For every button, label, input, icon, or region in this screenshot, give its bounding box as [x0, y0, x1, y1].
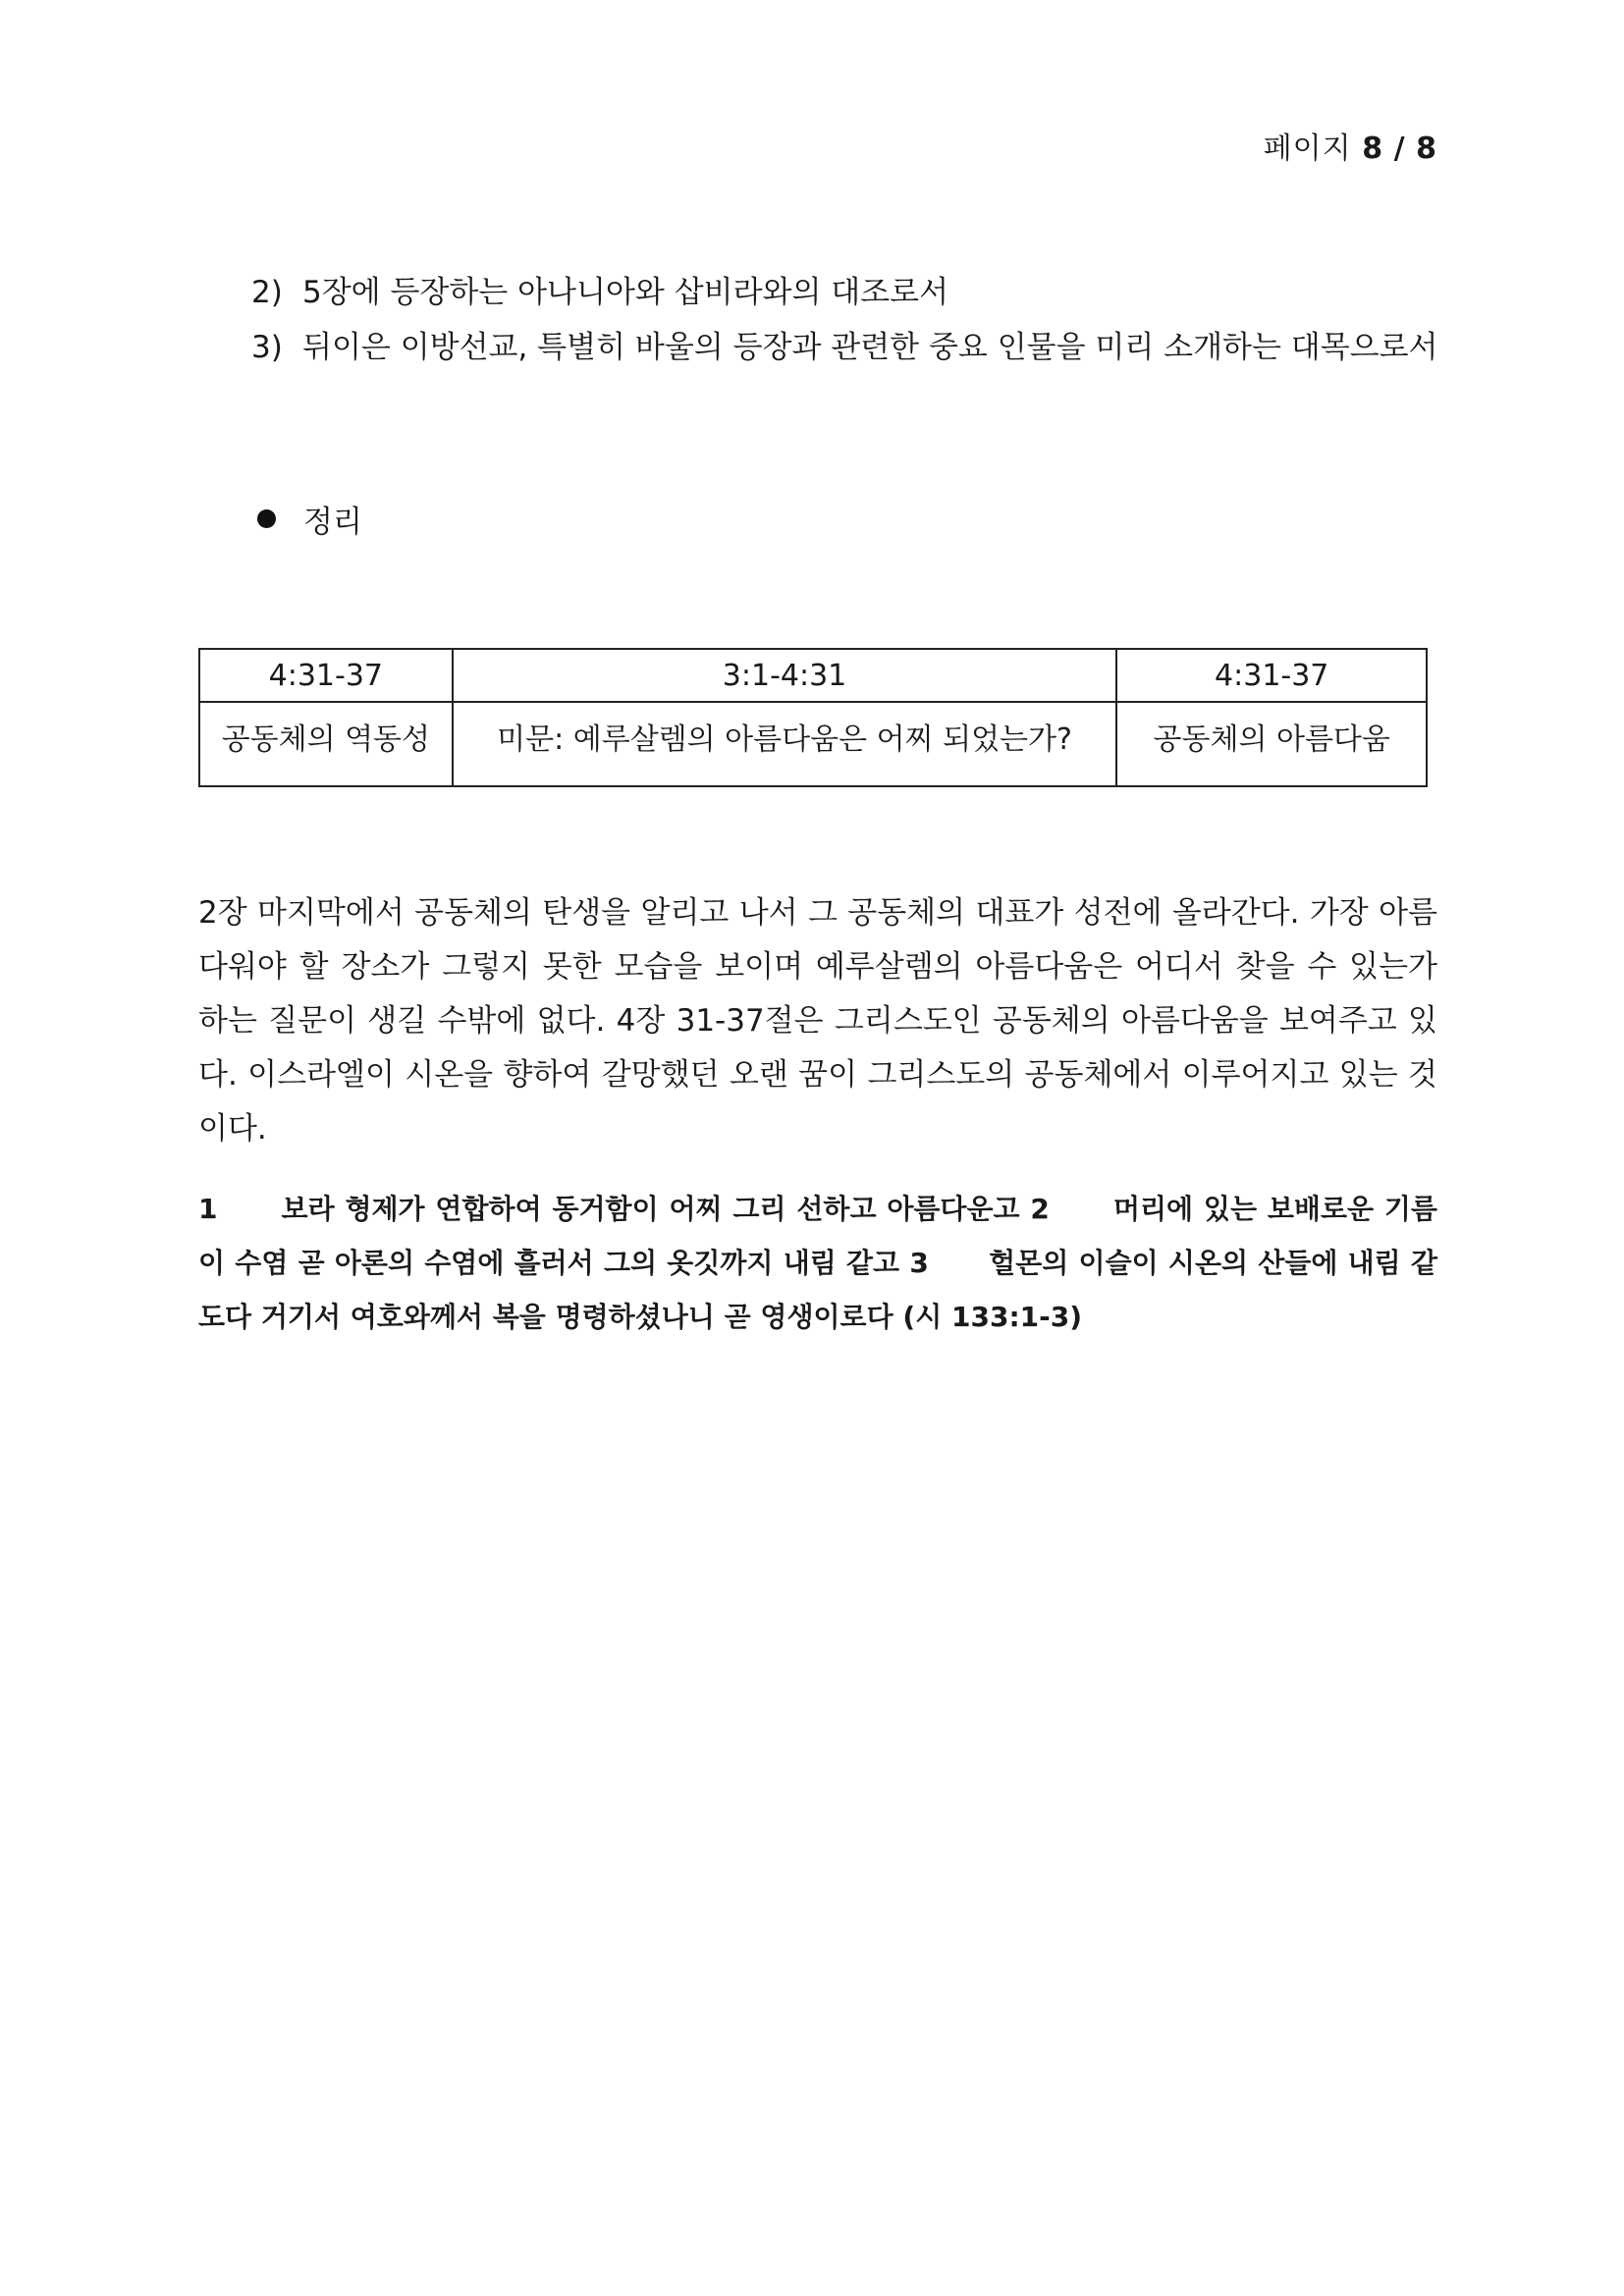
summary-table — [198, 648, 1428, 787]
verse-number: 1 — [198, 1193, 218, 1225]
page-label: 페이지 — [1263, 132, 1352, 166]
bullet-dot-icon — [257, 509, 276, 528]
table-cell: 공동체의 아름다움 — [1116, 702, 1427, 786]
table-row — [199, 702, 1427, 786]
page-separator: / — [1393, 132, 1406, 166]
table-header-cell: 3:1-4:31 — [453, 649, 1117, 702]
numbered-list — [251, 265, 1439, 375]
verse-number: 3 — [909, 1247, 929, 1279]
table-header-cell: 4:31-37 — [199, 649, 453, 702]
list-item-text: 5장에 등장하는 아나니아와 삽비라와의 대조로서 — [302, 275, 949, 310]
table-cell: 미문: 예루살렘의 아름다움은 어찌 되었는가? — [453, 702, 1117, 786]
verse-number: 2 — [1030, 1193, 1050, 1225]
total-pages: 8 — [1416, 132, 1437, 166]
page-number-header — [1264, 124, 1437, 167]
verse-text: 보라 형제가 연합하여 동거함이 어찌 그리 선하고 아름다운고 — [281, 1193, 1020, 1225]
list-item — [251, 265, 1439, 320]
scripture-quote — [198, 1182, 1437, 1344]
body-paragraph: 2장 마지막에서 공동체의 탄생을 알리고 나서 그 공동체의 대표가 성전에 올라간다. 가장 아름다워야 할 장소가 그렇지 못한 모습을 보이며 예루살렘의 아름다움은 어디서 찾을 수 있는가 하는 질문이 생길 수밖에 없다. 4장 31-37절은 그리스도인 공동체의 아름다움을 보여주고 있다. 이스라엘이 시온을 향하여 갈망했던 오랜 꿈이 그리스도의 공동체에서 이루어지고 있는 것이다. — [198, 895, 1437, 1147]
list-item-text: 뒤이은 이방선교, 특별히 바울의 등장과 관련한 중요 인물을 미리 소개하는 대목으로서 — [302, 330, 1438, 365]
table-cell: 공동체의 역동성 — [199, 702, 453, 786]
summary-bullet — [257, 497, 362, 541]
list-marker: 3) — [251, 330, 283, 365]
list-item — [251, 320, 1439, 375]
scripture-reference: (시 133:1-3) — [902, 1301, 1083, 1333]
verse-text: 머리에 있는 보배로운 기름이 수염 곧 아론의 수염에 흘러서 그의 옷깃까지 내림 같고 — [198, 1193, 1437, 1279]
bullet-text: 정리 — [303, 505, 362, 540]
table-header-row — [199, 649, 1427, 702]
list-marker: 2) — [251, 275, 283, 310]
current-page: 8 — [1362, 132, 1384, 166]
table-header-cell: 4:31-37 — [1116, 649, 1427, 702]
verse-text: 헐몬의 이슬이 시온의 산들에 내림 같도다 거기서 여호와께서 복을 명령하셨나니 곧 영생이로다 — [198, 1247, 1438, 1333]
